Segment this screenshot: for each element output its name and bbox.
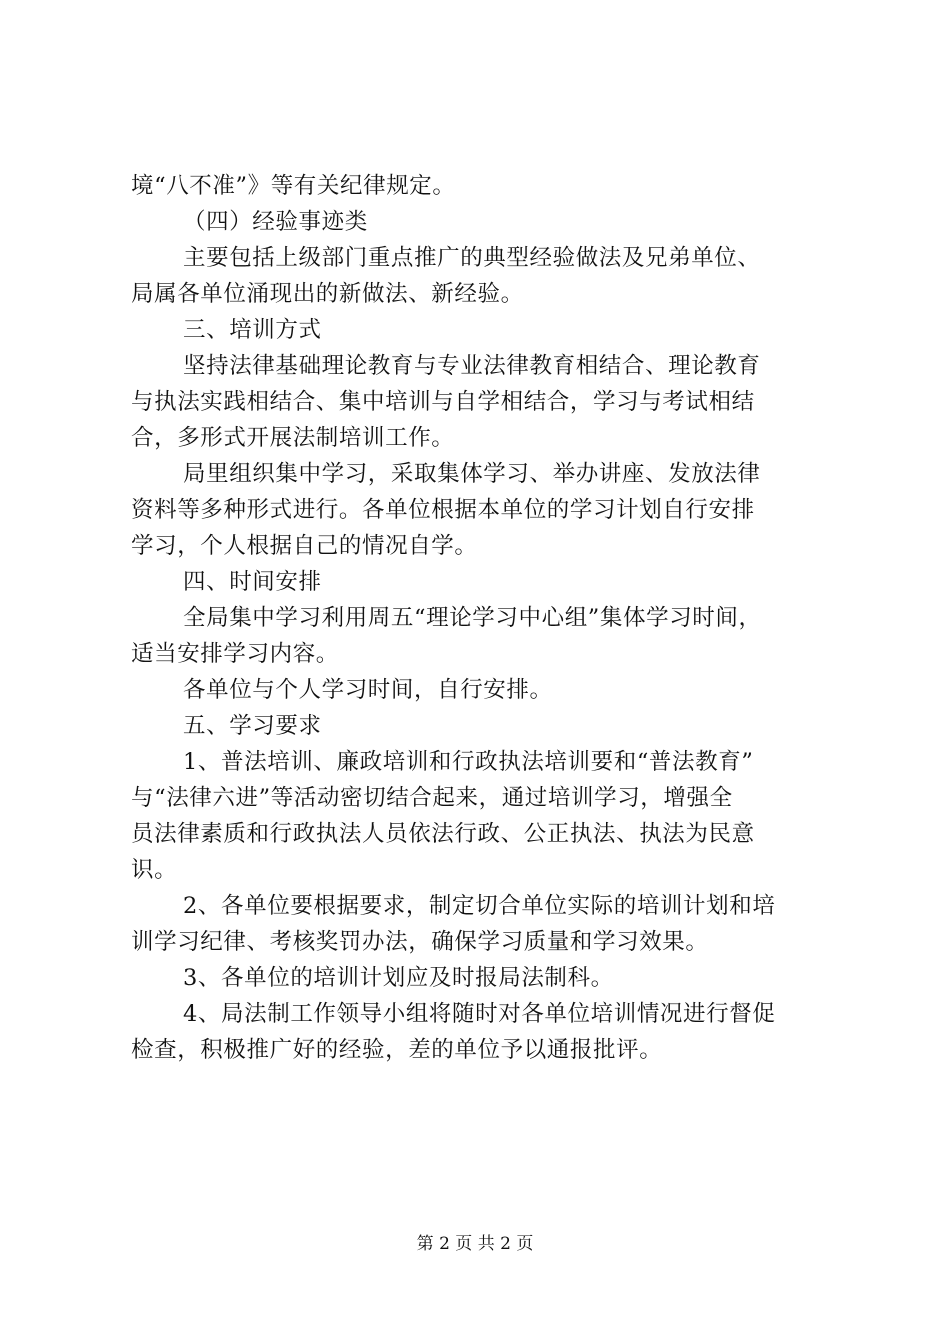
text-line: 员法律素质和行政执法人员依法行政、公正执法、执法为民意: [131, 821, 755, 847]
text-line: 各单位与个人学习时间，自行安排。: [183, 677, 553, 703]
text-line: 主要包括上级部门重点推广的典型经验做法及兄弟单位、: [183, 245, 761, 271]
text-line: 三、培训方式: [183, 317, 322, 343]
document-body: [131, 168, 831, 1068]
text-line: 境“八不准”》等有关纪律规定。: [131, 173, 456, 199]
page-footer: 第 2 页 共 2 页: [416, 1234, 534, 1254]
text-line: 训学习纪律、考核奖罚办法，确保学习质量和学习效果。: [131, 929, 709, 955]
text-line: 局属各单位涌现出的新做法、新经验。: [131, 281, 524, 307]
text-line: 局里组织集中学习，采取集体学习、举办讲座、发放法律: [183, 461, 761, 487]
text-line: 4、局法制工作领导小组将随时对各单位培训情况进行督促: [183, 1001, 776, 1027]
text-line: 四、时间安排: [183, 569, 322, 595]
text-line: 合，多形式开展法制培训工作。: [131, 425, 455, 451]
text-line: 学习，个人根据自己的情况自学。: [131, 533, 478, 559]
text-line: 适当安排学习内容。: [131, 641, 339, 667]
text-line: 与“法律六进”等活动密切结合起来，通过培训学习，增强全: [131, 785, 733, 811]
text-line: 识。: [131, 857, 178, 883]
text-line: （四）经验事迹类: [183, 209, 368, 235]
text-line: 全局集中学习利用周五“理论学习中心组”集体学习时间，: [183, 605, 762, 631]
text-line: 3、各单位的培训计划应及时报局法制科。: [183, 965, 614, 991]
text-line: 资料等多种形式进行。各单位根据本单位的学习计划自行安排: [131, 497, 755, 523]
text-line: 2、各单位要根据要求，制定切合单位实际的培训计划和培: [183, 893, 776, 919]
text-line: 与执法实践相结合、集中培训与自学相结合，学习与考试相结: [131, 389, 755, 415]
text-line: 1、普法培训、廉政培训和行政执法培训要和“普法教育”: [183, 749, 754, 775]
text-line: 五、学习要求: [183, 713, 322, 739]
text-line: 检查，积极推广好的经验，差的单位予以通报批评。: [131, 1037, 663, 1063]
text-line: 坚持法律基础理论教育与专业法律教育相结合、理论教育: [183, 353, 761, 379]
